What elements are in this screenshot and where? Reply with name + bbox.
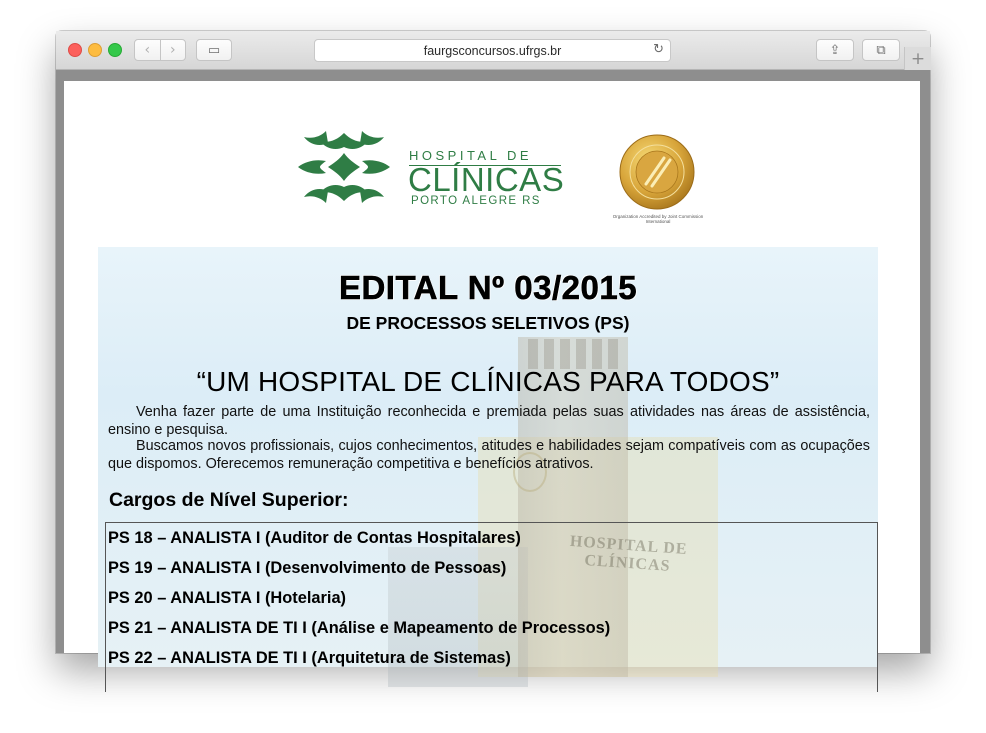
forward-icon[interactable]: › bbox=[160, 40, 186, 60]
section-heading: Cargos de Nível Superior: bbox=[109, 489, 349, 511]
edital-subtitle: DE PROCESSOS SELETIVOS (PS) bbox=[346, 313, 630, 333]
background-photo-windows bbox=[528, 339, 618, 369]
position-row: PS 19 – ANALISTA I (Desenvolvimento de Pessoas) bbox=[108, 558, 507, 577]
intro-paragraph-2: Buscamos novos profissionais, cujos conhecimentos, atitudes e habilidades sejam compatíveis com as ocupações que dispomos. Oferecemos remuneração competitiva e benefícios atrativos. bbox=[108, 438, 870, 472]
zoom-window-button[interactable] bbox=[108, 43, 122, 57]
minimize-window-button[interactable] bbox=[88, 43, 102, 57]
position-row: PS 21 – ANALISTA DE TI I (Análise e Mapeamento de Processos) bbox=[108, 618, 611, 637]
url-text: faurgsconcursos.ufrgs.br bbox=[423, 44, 562, 58]
reload-icon[interactable]: ↻ bbox=[653, 42, 664, 57]
tabs-icon: ⧉ bbox=[876, 42, 886, 58]
show-tabs-button[interactable] bbox=[862, 39, 900, 61]
logo-line-2: CLÍNICAS bbox=[408, 161, 565, 198]
close-window-button[interactable] bbox=[68, 43, 82, 57]
edital-title: EDITAL Nº 03/2015 bbox=[338, 269, 638, 306]
navigation-buttons bbox=[134, 39, 186, 61]
intro-paragraph-1: Venha fazer parte de uma Instituição reconhecida e premiada pelas suas atividades nas áreas de assistência, ensino e pesquisa. bbox=[108, 404, 870, 438]
browser-window bbox=[56, 31, 930, 667]
plus-icon: + bbox=[910, 48, 926, 69]
slogan: “UM HOSPITAL DE CLÍNICAS PARA TODOS” bbox=[196, 366, 780, 397]
page-content bbox=[64, 81, 920, 667]
logo-header bbox=[64, 81, 920, 231]
position-row: PS 18 – ANALISTA I (Auditor de Contas Hospitalares) bbox=[108, 528, 521, 547]
position-row: PS 22 – ANALISTA DE TI I (Arquitetura de Sistemas) bbox=[108, 648, 511, 667]
accreditation-seal-icon bbox=[612, 132, 702, 212]
logo-line-1: HOSPITAL DE bbox=[409, 148, 533, 163]
hospital-logo-icon bbox=[296, 127, 392, 207]
back-icon[interactable]: ‹ bbox=[144, 42, 151, 58]
sidebar-toggle-button[interactable] bbox=[196, 39, 232, 61]
address-bar[interactable] bbox=[314, 39, 671, 62]
positions-table bbox=[105, 522, 878, 692]
new-tab-button[interactable] bbox=[904, 47, 931, 70]
background-sign: HOSPITAL DE CLÍNICAS bbox=[569, 532, 689, 575]
share-button[interactable] bbox=[816, 39, 854, 61]
share-icon: ⇪ bbox=[829, 42, 841, 58]
browser-toolbar bbox=[56, 31, 930, 70]
edital-banner bbox=[98, 247, 878, 667]
logo-line-3: PORTO ALEGRE RS bbox=[411, 195, 541, 207]
seal-caption: Organization Accredited by Joint Commission International bbox=[612, 214, 704, 224]
sidebar-icon: ▭ bbox=[207, 42, 221, 58]
position-row: PS 20 – ANALISTA I (Hotelaria) bbox=[108, 588, 347, 607]
